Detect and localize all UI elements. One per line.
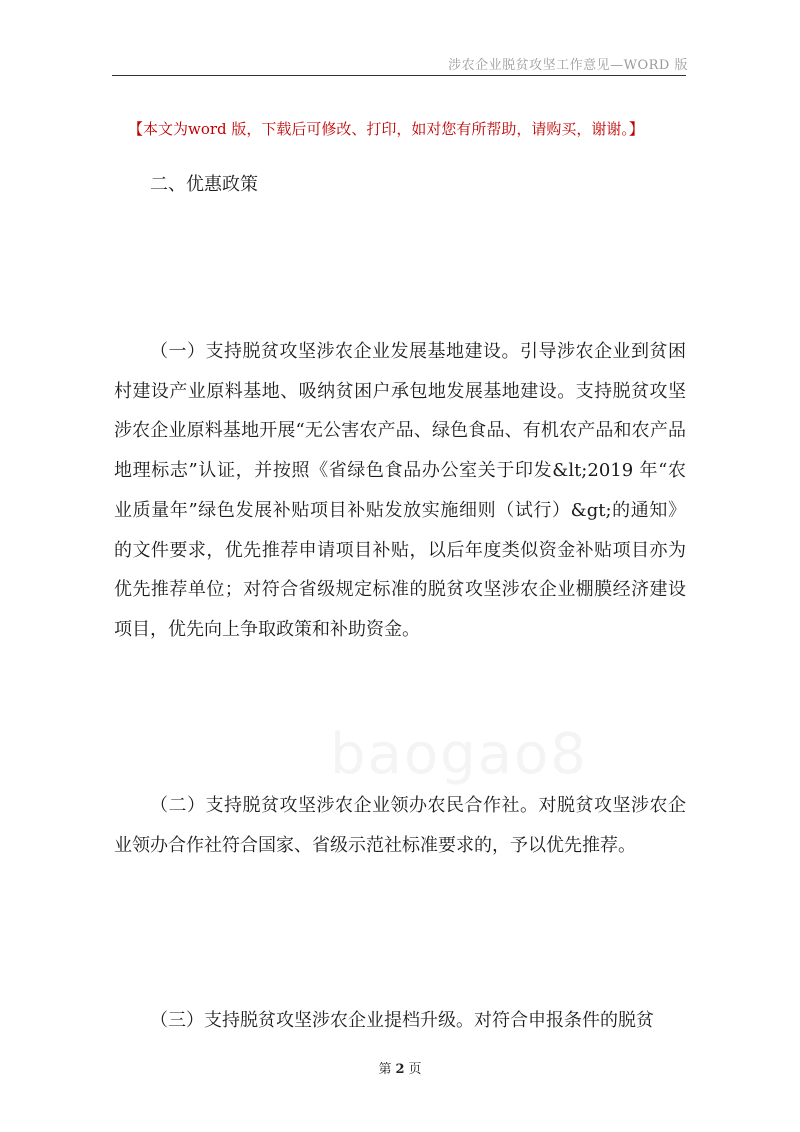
header-title: 涉农企业脱贫攻坚工作意见—WORD 版 (448, 58, 688, 73)
page-footer (0, 1058, 800, 1077)
footer-suffix: 页 (408, 1062, 422, 1077)
header-divider (112, 75, 686, 76)
paragraph-2: （二）支持脱贫攻坚涉农企业领办农民合作社。对脱贫攻坚涉农企业领办合作社符合国家、省级示范社标准要求的，予以优先推荐。 (114, 795, 686, 856)
section-heading: 二、优惠政策 (150, 174, 258, 195)
paragraph-3: （三）支持脱贫攻坚涉农企业提档升级。对符合申报条件的脱贫 (150, 1010, 654, 1031)
purchase-notice: 【本文为word 版，下载后可修改、打印，如对您有所帮助，请购买，谢谢。】 (128, 120, 644, 138)
page-number: 2 (395, 1062, 405, 1077)
footer-prefix: 第 (378, 1062, 392, 1077)
watermark-text: baogao8 (330, 722, 588, 787)
paragraph-1: （一）支持脱贫攻坚涉农企业发展基地建设。引导涉农企业到贫困村建设产业原料基地、吸纳贫困户承包地发展基地建设。支持脱贫攻坚涉农企业原料基地开展“无公害农产品、绿色食品、有机农产品和农产品地理标志”认证，并按照《省绿色食品办公室关于印发&lt;2019 年“农业质量年”绿色发展补贴项目补贴发放实施细则（试行）&gt;的通知》的文件要求，优先推荐申请项目补贴，以后年度类似资金补贴项目亦为优先推荐单位；对符合省级规定标准的脱贫攻坚涉农企业棚膜经济建设项目，优先向上争取政策和补助资金。 (114, 341, 686, 640)
